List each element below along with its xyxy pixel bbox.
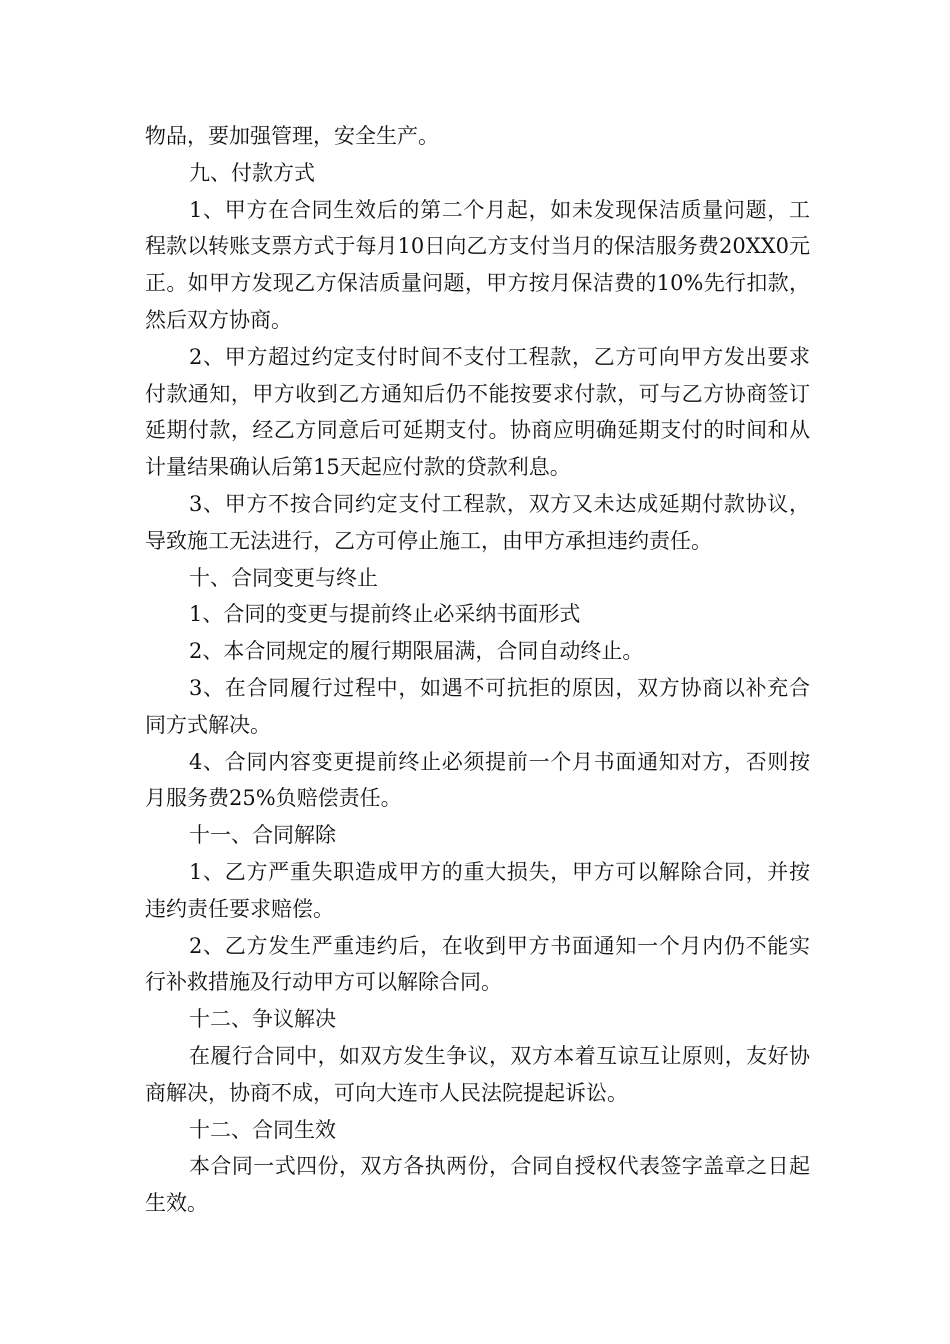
paragraph: 物品，要加强管理，安全生产。: [145, 124, 439, 148]
paragraph: 2、乙方发生严重违约后，在收到甲方书面通知一个月内仍不能实行补救措施及行动甲方可以解除合同。: [145, 933, 810, 995]
paragraph: 3、甲方不按合同约定支付工程款，双方又未达成延期付款协议，导致施工无法进行，乙方可停止施工，由甲方承担违约责任。: [145, 491, 810, 553]
paragraph: 1、甲方在合同生效后的第二个月起，如未发现保洁质量问题，工程款以转账支票方式于每月10日向乙方支付当月的保洁服务费20XX0元正。如甲方发现乙方保洁质量问题，甲方按月保洁费的10%先行扣款，然后双方协商。: [145, 197, 810, 332]
paragraph: 九、付款方式: [189, 160, 315, 185]
paragraph: 十二、争议解决: [189, 1007, 336, 1032]
paragraph: 2、本合同规定的履行期限届满，合同自动终止。: [189, 639, 644, 664]
paragraph: 1、乙方严重失职造成甲方的重大损失，甲方可以解除合同，并按违约责任要求赔偿。: [145, 859, 810, 921]
paragraph: 4、合同内容变更提前终止必须提前一个月书面通知对方，否则按月服务费25%负赔偿责任。: [145, 749, 810, 811]
paragraph: 十一、合同解除: [189, 823, 336, 848]
paragraph: 本合同一式四份，双方各执两份，合同自授权代表签字盖章之日起生效。: [145, 1154, 810, 1216]
paragraph: 在履行合同中，如双方发生争议，双方本着互谅互让原则，友好协商解决，协商不成，可向大连市人民法院提起诉讼。: [145, 1043, 810, 1105]
paragraph: 2、甲方超过约定支付时间不支付工程款，乙方可向甲方发出要求付款通知，甲方收到乙方通知后仍不能按要求付款，可与乙方协商签订延期付款，经乙方同意后可延期支付。协商应明确延期支付的时间和从计量结果确认后第15天起应付款的贷款利息。: [145, 344, 810, 480]
paragraph: 3、在合同履行过程中，如遇不可抗拒的原因，双方协商以补充合同方式解决。: [145, 675, 810, 737]
paragraph: 十、合同变更与终止: [189, 565, 378, 590]
paragraph: 十二、合同生效: [189, 1117, 336, 1142]
paragraph: 1、合同的变更与提前终止必采纳书面形式: [189, 602, 581, 627]
document-body: [145, 118, 810, 1222]
